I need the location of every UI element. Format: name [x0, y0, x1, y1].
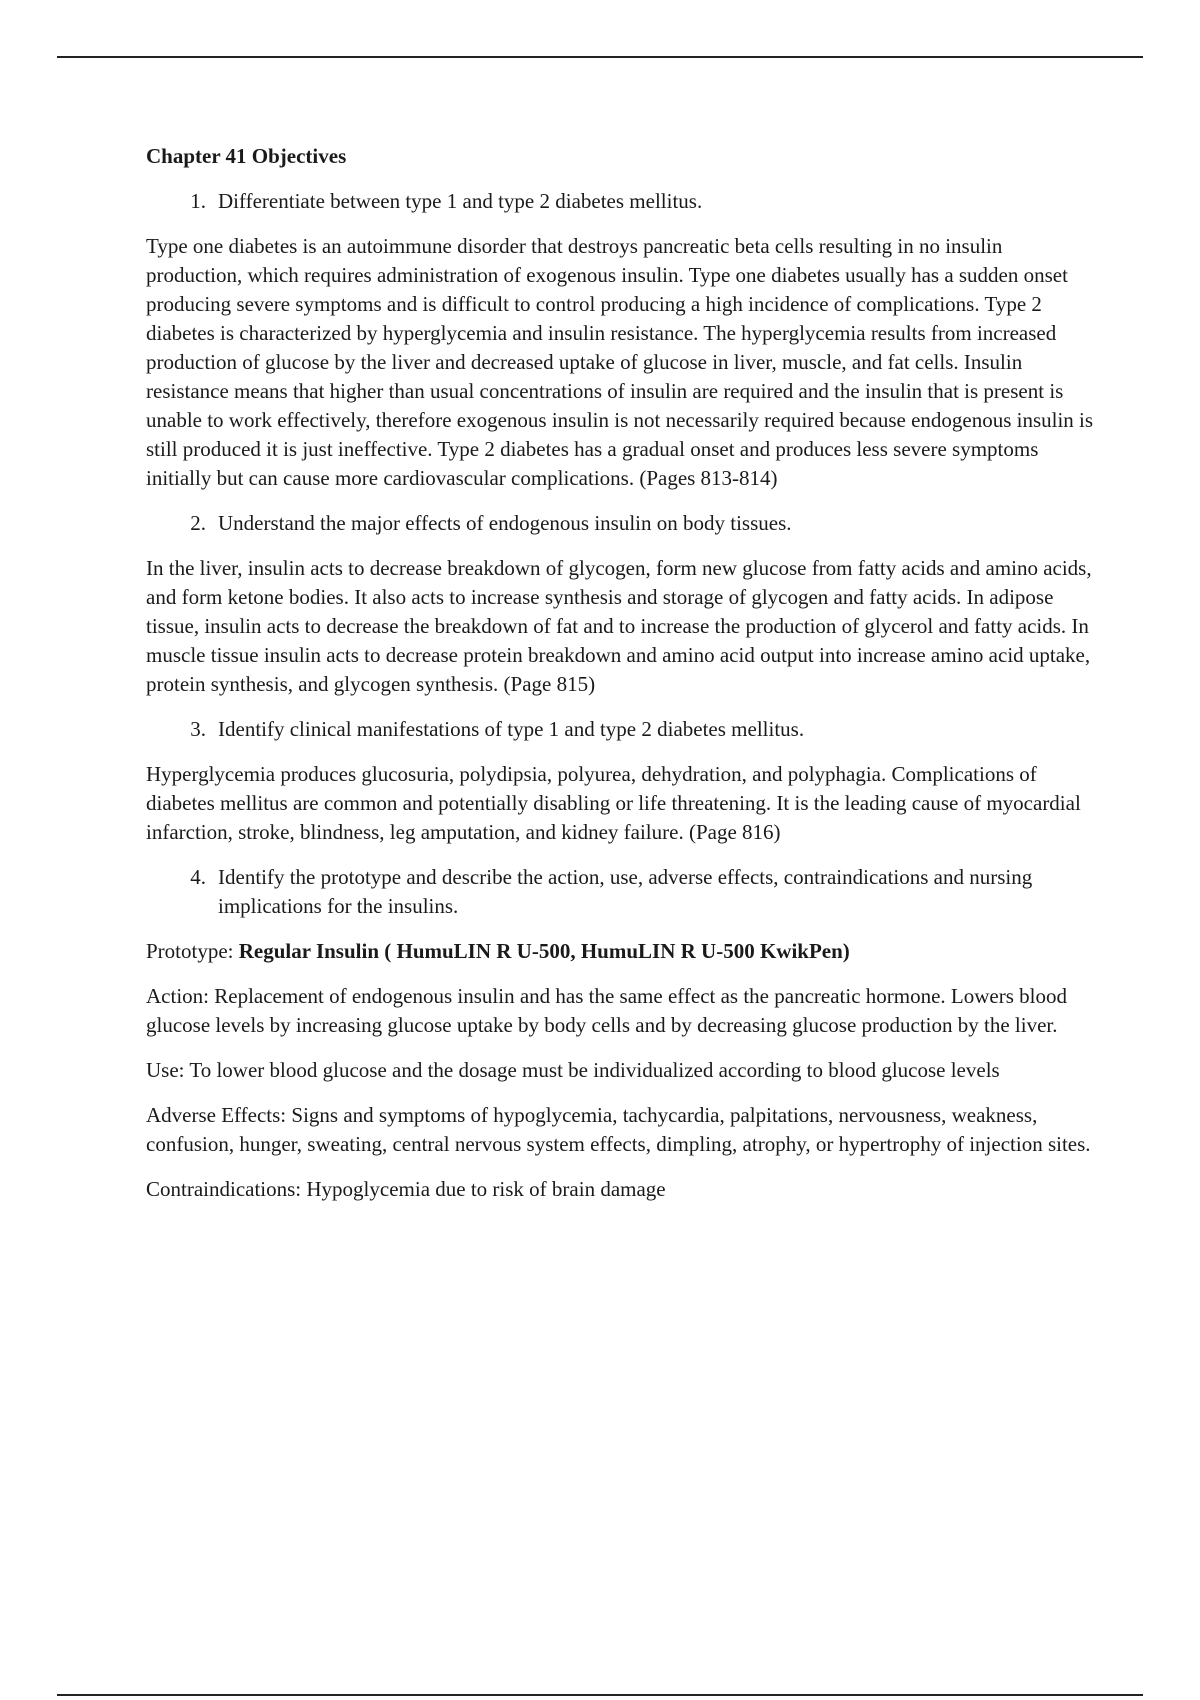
objective-item-3	[146, 715, 1096, 744]
use-paragraph: Use: To lower blood glucose and the dosage must be individualized according to blood glucose levels	[146, 1058, 1000, 1082]
objective-text: Differentiate between type 1 and type 2 diabetes mellitus.	[218, 189, 703, 213]
bottom-rule	[57, 1694, 1143, 1696]
top-rule	[57, 56, 1143, 58]
objective-answer-3: Hyperglycemia produces glucosuria, polydipsia, polyurea, dehydration, and polyphagia. Complications of diabetes mellitus are common and potentially disabling or life threatening. It is the leading cause of myocardial infarction, stroke, blindness, leg amputation, and kidney failure. (Page 816)	[146, 762, 1081, 844]
objective-number: 2.	[190, 511, 206, 535]
document-body	[146, 142, 1096, 1220]
page-title: Chapter 41 Objectives	[146, 144, 347, 168]
objective-text: Identify clinical manifestations of type 1 and type 2 diabetes mellitus.	[218, 717, 805, 741]
objective-item-1	[146, 187, 1096, 216]
objective-item-2	[146, 509, 1096, 538]
objective-answer-2: In the liver, insulin acts to decrease breakdown of glycogen, form new glucose from fatty acids and amino acids, and form ketone bodies. It also acts to increase synthesis and storage of glycogen and fatty acids. In adipose tissue, insulin acts to decrease the breakdown of fat and to increase the production of glycerol and fatty acids. In muscle tissue insulin acts to decrease protein breakdown and amino acid output into increase amino acid uptake, protein synthesis, and glycogen synthesis. (Page 815)	[146, 556, 1092, 696]
objective-text: Understand the major effects of endogenous insulin on body tissues.	[218, 511, 792, 535]
objective-number: 3.	[190, 717, 206, 741]
prototype-value: Regular Insulin ( HumuLIN R U-500, HumuLIN R U-500 KwikPen)	[238, 939, 850, 963]
contraindications-paragraph: Contraindications: Hypoglycemia due to risk of brain damage	[146, 1177, 666, 1201]
objective-item-4	[146, 863, 1096, 921]
objective-answer-1: Type one diabetes is an autoimmune disorder that destroys pancreatic beta cells resulting in no insulin production, which requires administration of exogenous insulin. Type one diabetes usually has a sudden onset producing severe symptoms and is difficult to control producing a high incidence of complications. Type 2 diabetes is characterized by hyperglycemia and insulin resistance. The hyperglycemia results from increased production of glucose by the liver and decreased uptake of glucose in liver, muscle, and fat cells. Insulin resistance means that higher than usual concentrations of insulin are required and the insulin that is present is unable to work effectively, therefore exogenous insulin is not necessarily required because endogenous insulin is still produced it is just ineffective. Type 2 diabetes has a gradual onset and produces less severe symptoms initially but can cause more cardiovascular complications. (Pages 813-814)	[146, 234, 1094, 490]
action-paragraph: Action: Replacement of endogenous insulin and has the same effect as the pancreatic hormone. Lowers blood glucose levels by increasing glucose uptake by body cells and by decreasing glucose production by the liver.	[146, 984, 1067, 1037]
prototype-label: Prototype:	[146, 939, 239, 963]
prototype-line	[146, 937, 1096, 966]
objective-number: 4.	[190, 865, 206, 889]
objective-text: Identify the prototype and describe the action, use, adverse effects, contraindications and nursing implications for the insulins.	[218, 865, 1033, 918]
adverse-effects-paragraph: Adverse Effects: Signs and symptoms of hypoglycemia, tachycardia, palpitations, nervousness, weakness, confusion, hunger, sweating, central nervous system effects, dimpling, atrophy, or hypertrophy of injection sites.	[146, 1103, 1091, 1156]
objective-number: 1.	[190, 189, 206, 213]
